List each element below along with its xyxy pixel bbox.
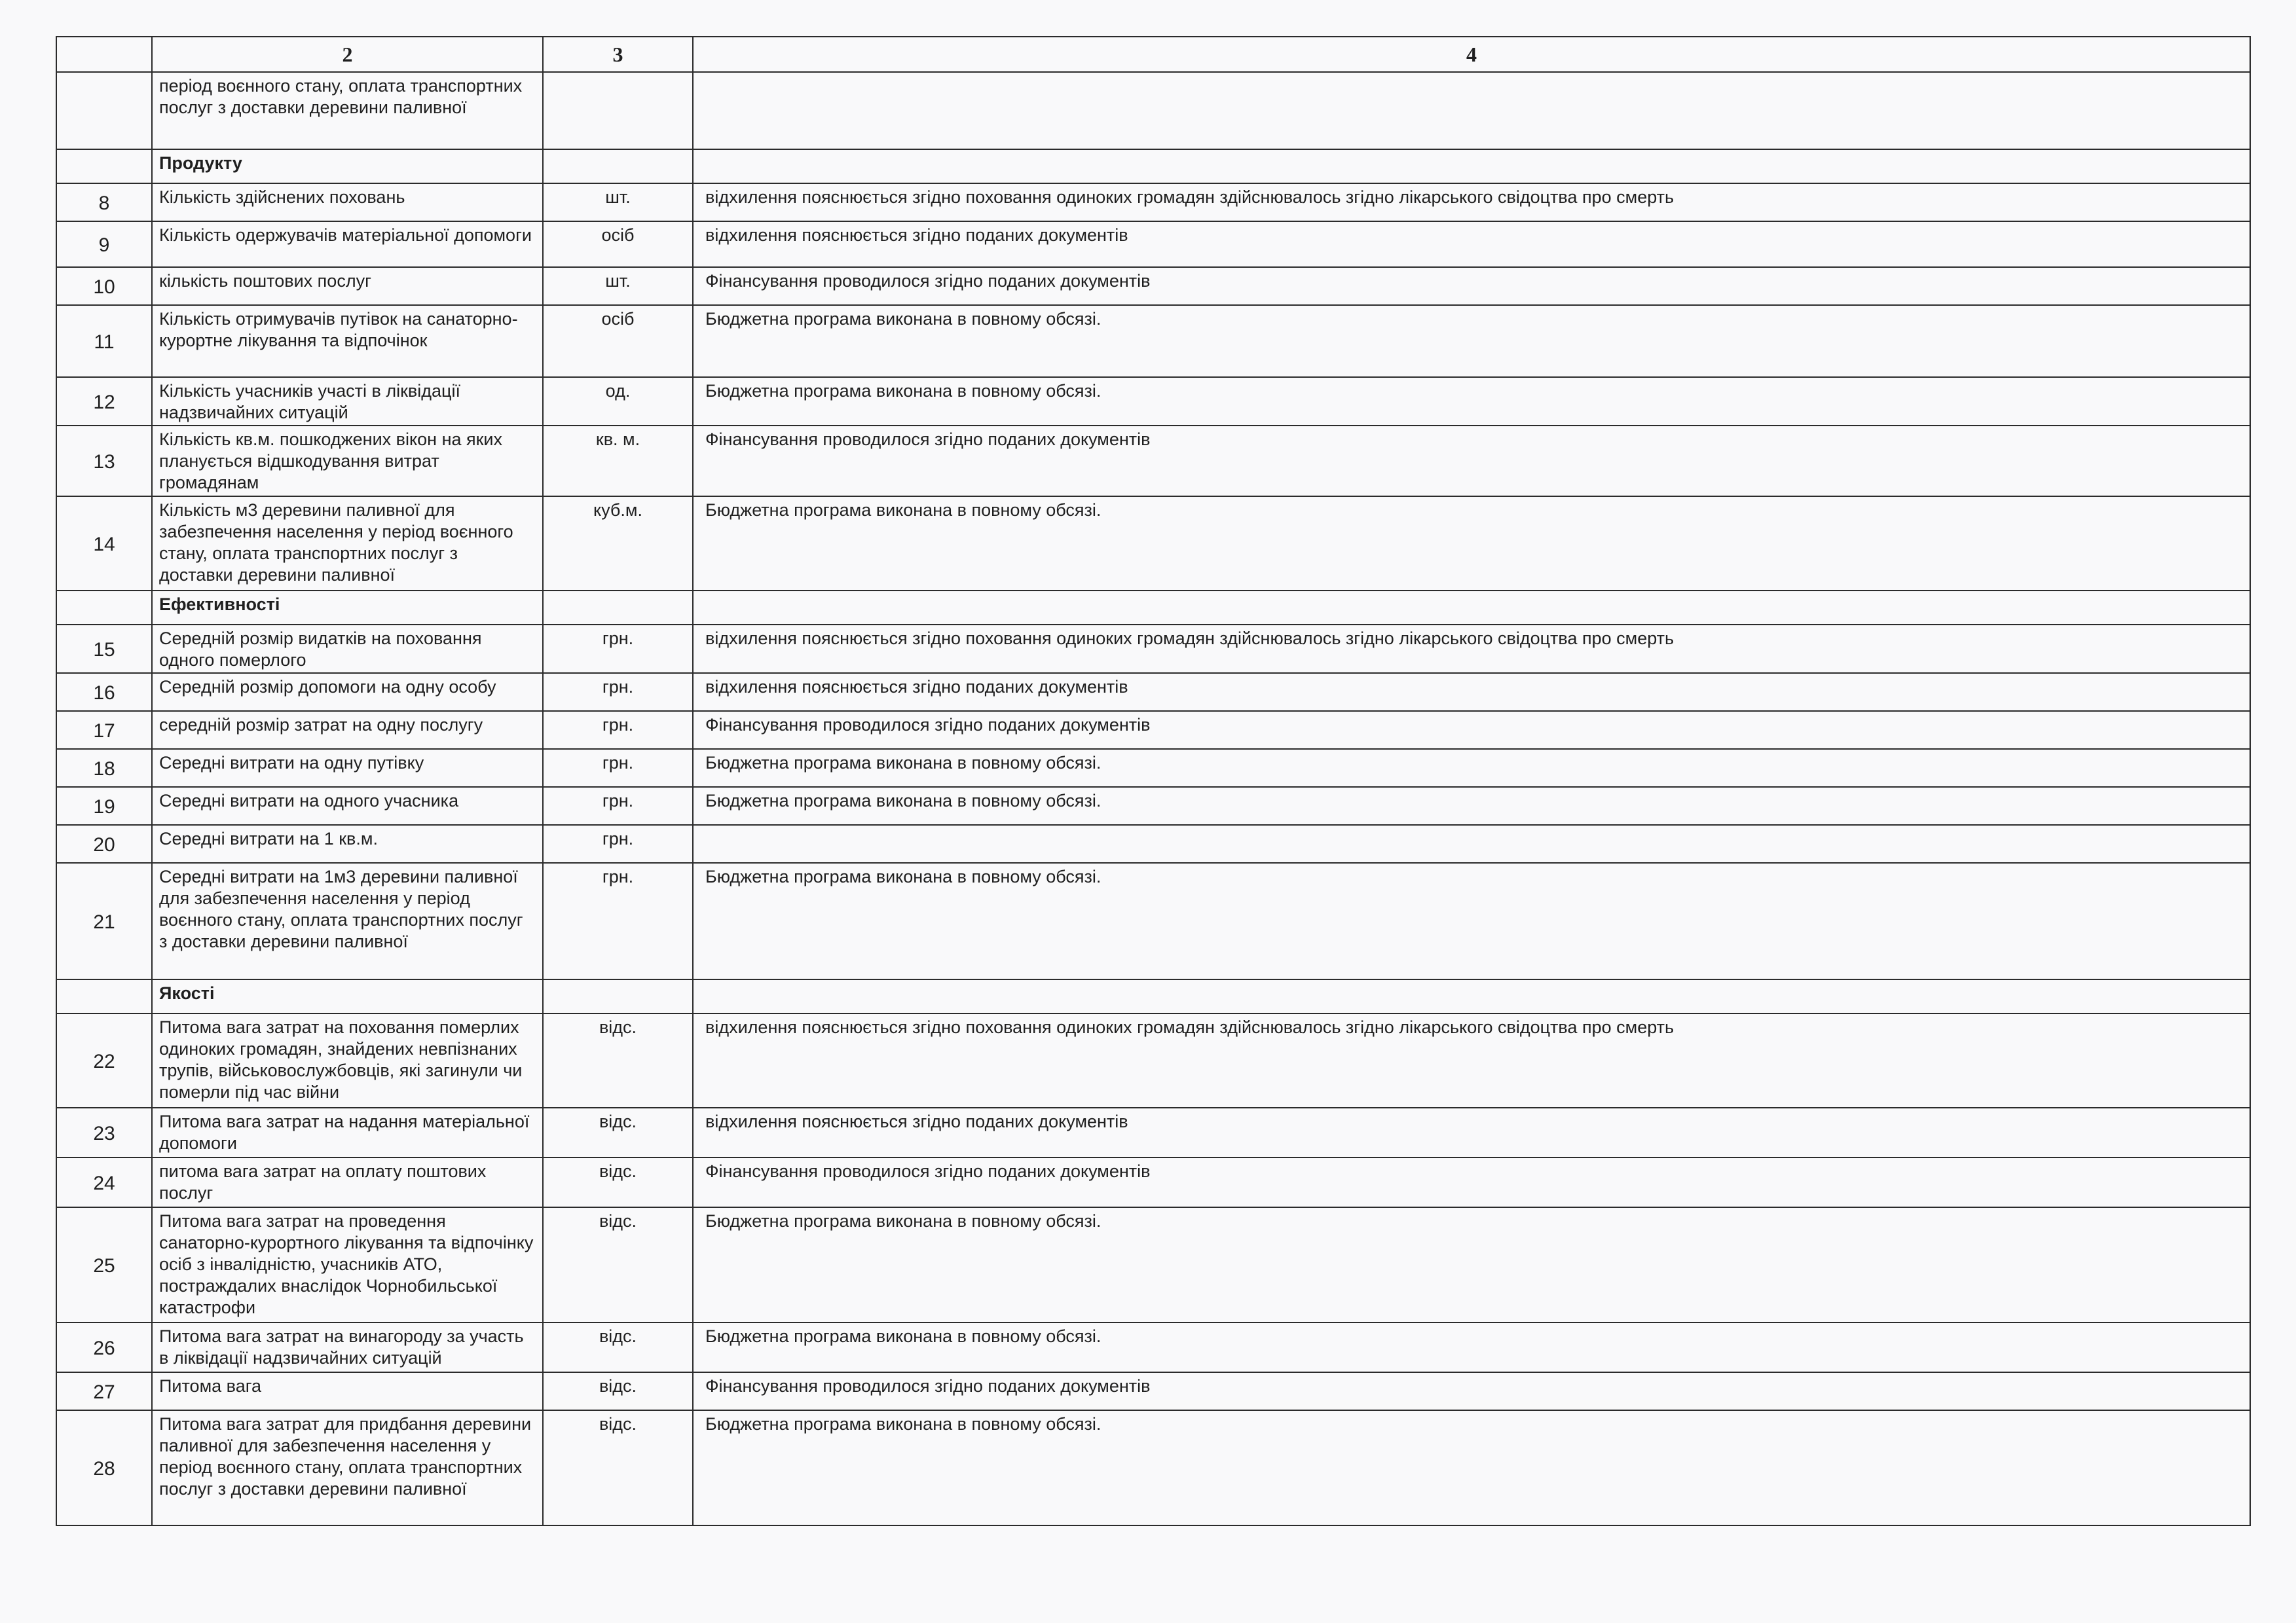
unit-of-measure: відс. <box>543 1372 693 1410</box>
explanation-note: Бюджетна програма виконана в повному обсязі. <box>693 749 2250 787</box>
unit-of-measure: відс. <box>543 1013 693 1108</box>
unit-of-measure: шт. <box>543 267 693 305</box>
table-row <box>56 711 2250 749</box>
row-number: 9 <box>56 221 152 267</box>
indicator-name: Кількість отримувачів путівок на санаторно-курортне лікування та відпочінок <box>152 305 543 377</box>
section-title: Продукту <box>152 149 543 183</box>
indicator-name: Питома вага затрат на поховання померлих одиноких громадян, знайдених невпізнаних трупів, військовослужбовців, які загинули чи померли під час війни <box>152 1013 543 1108</box>
row-number: 11 <box>56 305 152 377</box>
indicator-name: Питома вага затрат для придбання деревини паливної для забезпечення населення у період воєнного стану, оплата транспортних послуг з доставки деревини паливної <box>152 1410 543 1525</box>
row-number: 25 <box>56 1207 152 1322</box>
unit-of-measure: осіб <box>543 221 693 267</box>
unit-of-measure: грн. <box>543 863 693 979</box>
unit-of-measure: шт. <box>543 183 693 221</box>
unit-of-measure: осіб <box>543 305 693 377</box>
table-row <box>56 1013 2250 1108</box>
table-row <box>56 267 2250 305</box>
explanation-note: Фінансування проводилося згідно поданих документів <box>693 1158 2250 1207</box>
table-row <box>56 72 2250 149</box>
explanation-note: Бюджетна програма виконана в повному обсязі. <box>693 377 2250 426</box>
table-row <box>56 863 2250 979</box>
explanation-note <box>693 149 2250 183</box>
indicator-name: Середній розмір видатків на поховання одного померлого <box>152 625 543 673</box>
explanation-note <box>693 979 2250 1013</box>
table-row <box>56 305 2250 377</box>
row-number: 28 <box>56 1410 152 1525</box>
explanation-note: Бюджетна програма виконана в повному обсязі. <box>693 787 2250 825</box>
table-row <box>56 1207 2250 1322</box>
unit-of-measure: куб.м. <box>543 496 693 591</box>
indicator-name: Кількість м3 деревини паливної для забезпечення населення у період воєнного стану, оплата транспортних послуг з доставки деревини паливної <box>152 496 543 591</box>
unit-of-measure: відс. <box>543 1410 693 1525</box>
indicator-name: Кількість одержувачів матеріальної допомоги <box>152 221 543 267</box>
explanation-note: Бюджетна програма виконана в повному обсязі. <box>693 496 2250 591</box>
row-number: 15 <box>56 625 152 673</box>
row-number: 23 <box>56 1108 152 1158</box>
explanation-note <box>693 591 2250 625</box>
row-number: 19 <box>56 787 152 825</box>
unit-of-measure <box>543 591 693 625</box>
explanation-note: Бюджетна програма виконана в повному обсязі. <box>693 863 2250 979</box>
indicator-name: Питома вага затрат на проведення санаторно-курортного лікування та відпочінку осіб з інвалідністю, учасників АТО, постраждалих внаслідок Чорнобильської катастрофи <box>152 1207 543 1322</box>
indicator-name: Кількість кв.м. пошкоджених вікон на яких планується відшкодування витрат громадянам <box>152 426 543 496</box>
row-number: 18 <box>56 749 152 787</box>
unit-of-measure: од. <box>543 377 693 426</box>
table-row <box>56 1372 2250 1410</box>
explanation-note <box>693 72 2250 149</box>
table-row <box>56 221 2250 267</box>
explanation-note: Фінансування проводилося згідно поданих документів <box>693 267 2250 305</box>
unit-of-measure: грн. <box>543 625 693 673</box>
table-row <box>56 1410 2250 1525</box>
row-number: 27 <box>56 1372 152 1410</box>
indicator-name: Середні витрати на одного учасника <box>152 787 543 825</box>
indicator-name: період воєнного стану, оплата транспортних послуг з доставки деревини паливної <box>152 72 543 149</box>
explanation-note: Фінансування проводилося згідно поданих документів <box>693 711 2250 749</box>
unit-of-measure: грн. <box>543 749 693 787</box>
section-row <box>56 591 2250 625</box>
indicator-name: Середні витрати на 1 кв.м. <box>152 825 543 863</box>
unit-of-measure <box>543 979 693 1013</box>
unit-of-measure: грн. <box>543 787 693 825</box>
row-number: 12 <box>56 377 152 426</box>
indicator-name: кількість поштових послуг <box>152 267 543 305</box>
explanation-note: Бюджетна програма виконана в повному обсязі. <box>693 305 2250 377</box>
section-row <box>56 979 2250 1013</box>
indicators-table <box>56 36 2251 1526</box>
explanation-note: відхилення пояснюється згідно поховання одиноких громадян здійснювалось згідно лікарського свідоцтва про смерть <box>693 1013 2250 1108</box>
indicator-name: Середні витрати на 1м3 деревини паливної для забезпечення населення у період воєнного стану, оплата транспортних послуг з доставки деревини паливної <box>152 863 543 979</box>
unit-of-measure: кв. м. <box>543 426 693 496</box>
section-title: Ефективності <box>152 591 543 625</box>
row-number: 22 <box>56 1013 152 1108</box>
header-col-3: 3 <box>543 37 693 72</box>
explanation-note: Фінансування проводилося згідно поданих документів <box>693 426 2250 496</box>
row-number <box>56 591 152 625</box>
header-col-1 <box>56 37 152 72</box>
unit-of-measure: відс. <box>543 1207 693 1322</box>
row-number: 8 <box>56 183 152 221</box>
indicator-name: Середні витрати на одну путівку <box>152 749 543 787</box>
indicator-name: Середній розмір допомоги на одну особу <box>152 673 543 711</box>
indicator-name: Кількість здійснених поховань <box>152 183 543 221</box>
table-row <box>56 1322 2250 1372</box>
row-number: 26 <box>56 1322 152 1372</box>
row-number: 10 <box>56 267 152 305</box>
indicator-name: середній розмір затрат на одну послугу <box>152 711 543 749</box>
table-body <box>56 72 2250 1525</box>
explanation-note: відхилення пояснюється згідно поданих документів <box>693 221 2250 267</box>
row-number <box>56 72 152 149</box>
row-number: 24 <box>56 1158 152 1207</box>
table-row <box>56 749 2250 787</box>
unit-of-measure: грн. <box>543 711 693 749</box>
table-row <box>56 496 2250 591</box>
explanation-note <box>693 825 2250 863</box>
unit-of-measure: відс. <box>543 1158 693 1207</box>
table-header-row <box>56 37 2250 72</box>
explanation-note: Бюджетна програма виконана в повному обсязі. <box>693 1410 2250 1525</box>
explanation-note: відхилення пояснюється згідно поховання одиноких громадян здійснювалось згідно лікарського свідоцтва про смерть <box>693 625 2250 673</box>
row-number: 21 <box>56 863 152 979</box>
unit-of-measure: грн. <box>543 825 693 863</box>
row-number <box>56 979 152 1013</box>
unit-of-measure: грн. <box>543 673 693 711</box>
table-row <box>56 787 2250 825</box>
table-row <box>56 1108 2250 1158</box>
row-number: 17 <box>56 711 152 749</box>
section-title: Якості <box>152 979 543 1013</box>
header-col-4: 4 <box>693 37 2250 72</box>
explanation-note: Бюджетна програма виконана в повному обсязі. <box>693 1322 2250 1372</box>
indicator-name: Питома вага <box>152 1372 543 1410</box>
indicator-name: Питома вага затрат на винагороду за участь в ліквідації надзвичайних ситуацій <box>152 1322 543 1372</box>
table-row <box>56 183 2250 221</box>
table-row <box>56 673 2250 711</box>
explanation-note: відхилення пояснюється згідно поховання одиноких громадян здійснювалось згідно лікарського свідоцтва про смерть <box>693 183 2250 221</box>
indicator-name: питома вага затрат на оплату поштових послуг <box>152 1158 543 1207</box>
unit-of-measure: відс. <box>543 1108 693 1158</box>
row-number <box>56 149 152 183</box>
row-number: 13 <box>56 426 152 496</box>
row-number: 16 <box>56 673 152 711</box>
indicator-name: Кількість учасників участі в ліквідації надзвичайних ситуацій <box>152 377 543 426</box>
unit-of-measure <box>543 72 693 149</box>
table-row <box>56 825 2250 863</box>
section-row <box>56 149 2250 183</box>
table-row <box>56 426 2250 496</box>
unit-of-measure <box>543 149 693 183</box>
row-number: 14 <box>56 496 152 591</box>
table-row <box>56 377 2250 426</box>
header-col-2: 2 <box>152 37 543 72</box>
explanation-note: Фінансування проводилося згідно поданих документів <box>693 1372 2250 1410</box>
explanation-note: відхилення пояснюється згідно поданих документів <box>693 673 2250 711</box>
unit-of-measure: відс. <box>543 1322 693 1372</box>
indicator-name: Питома вага затрат на надання матеріальної допомоги <box>152 1108 543 1158</box>
table-row <box>56 1158 2250 1207</box>
row-number: 20 <box>56 825 152 863</box>
table-row <box>56 625 2250 673</box>
explanation-note: відхилення пояснюється згідно поданих документів <box>693 1108 2250 1158</box>
explanation-note: Бюджетна програма виконана в повному обсязі. <box>693 1207 2250 1322</box>
